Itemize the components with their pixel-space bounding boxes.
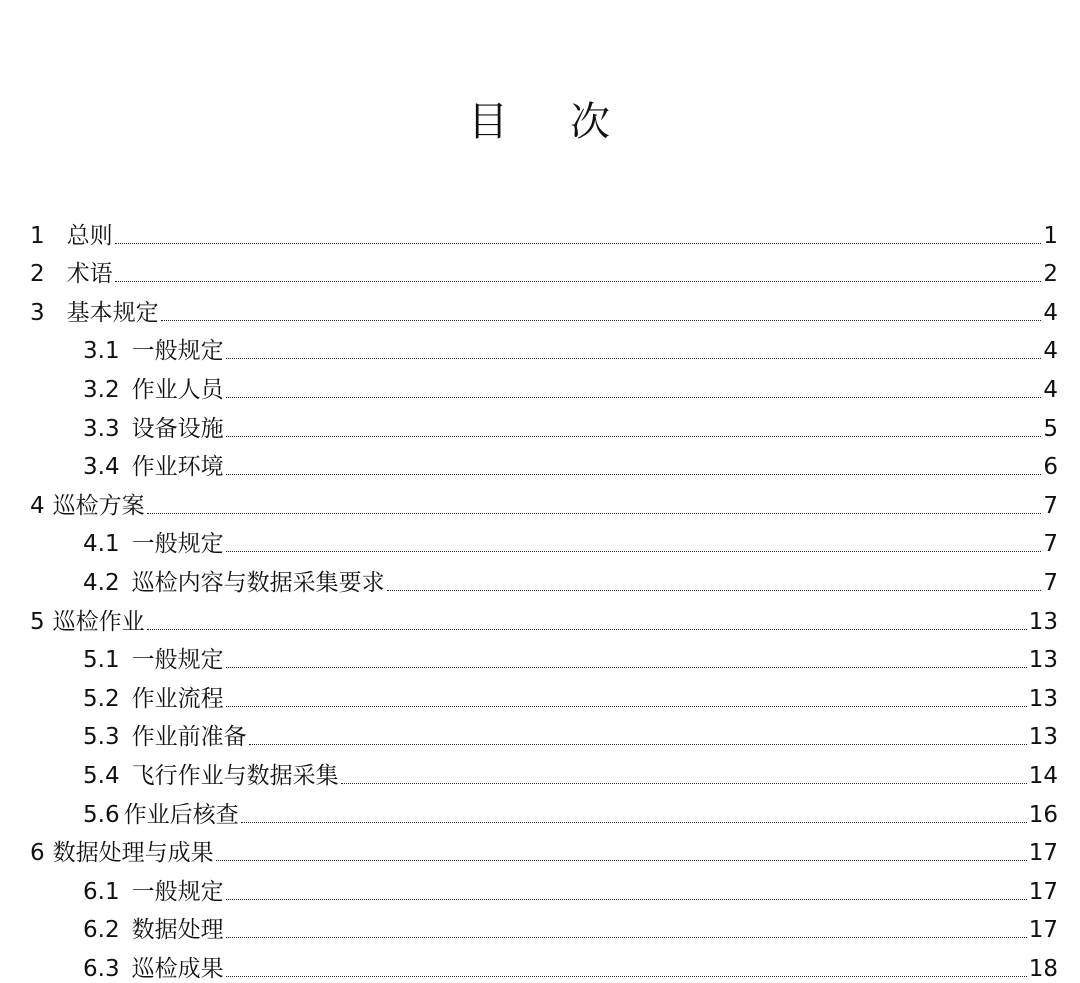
toc-label: 数据处理与成果 (52, 840, 214, 867)
toc-label: 作业前准备 (131, 724, 247, 751)
toc-label: 飞行作业与数据采集 (131, 762, 339, 789)
toc-label: 巡检方案 (52, 492, 145, 519)
toc-page-number: 7 (1043, 492, 1058, 519)
toc-number: 2 (30, 261, 45, 288)
toc-number: 3.3 (83, 415, 120, 442)
toc-label: 作业后核查 (123, 801, 239, 828)
toc-page-number: 2 (1043, 261, 1058, 288)
dot-leader (226, 936, 1027, 938)
dot-leader (226, 435, 1042, 437)
toc-label: 总则 (66, 222, 113, 249)
toc-label: 设备设施 (131, 415, 224, 442)
dot-leader (387, 589, 1042, 591)
table-of-contents (30, 211, 1058, 983)
toc-number: 6 (30, 840, 45, 867)
toc-number: 5.6 (83, 801, 120, 828)
toc-page-number: 7 (1043, 531, 1058, 558)
toc-label: 作业流程 (131, 685, 224, 712)
toc-number: 3.2 (83, 376, 120, 403)
toc-number: 4.1 (83, 531, 120, 558)
toc-number: 1 (30, 222, 45, 249)
toc-entry-3-4[interactable] (30, 443, 1058, 482)
toc-label: 基本规定 (66, 299, 159, 326)
toc-entry-5[interactable] (30, 597, 1058, 636)
dot-leader (226, 705, 1027, 707)
toc-label: 一般规定 (131, 338, 224, 365)
toc-number: 5 (30, 608, 45, 635)
toc-page-number: 18 (1028, 955, 1058, 982)
dot-leader (216, 859, 1027, 861)
toc-page-number: 1 (1043, 222, 1058, 249)
toc-page-number: 17 (1028, 917, 1058, 944)
toc-entry-5-1[interactable] (30, 636, 1058, 675)
toc-number: 6.3 (83, 955, 120, 982)
toc-entry-2[interactable] (30, 250, 1058, 289)
toc-page-number: 4 (1043, 376, 1058, 403)
toc-label: 巡检内容与数据采集要求 (131, 569, 385, 596)
toc-label: 数据处理 (131, 917, 224, 944)
toc-page-number: 13 (1028, 724, 1058, 751)
toc-entry-6[interactable] (30, 829, 1058, 868)
dot-leader (226, 898, 1027, 900)
toc-label: 术语 (66, 261, 113, 288)
toc-page-number: 4 (1043, 338, 1058, 365)
toc-entry-5-4[interactable] (30, 751, 1058, 790)
toc-entry-6-2[interactable] (30, 906, 1058, 945)
page-title (0, 97, 1080, 147)
toc-entry-4-1[interactable] (30, 520, 1058, 559)
toc-page-number: 13 (1028, 685, 1058, 712)
toc-label: 作业环境 (131, 454, 224, 481)
toc-entry-5-2[interactable] (30, 674, 1058, 713)
toc-page-number: 17 (1028, 840, 1058, 867)
toc-page-number: 5 (1043, 415, 1058, 442)
dot-leader (147, 512, 1042, 514)
toc-number: 5.1 (83, 647, 120, 674)
toc-entry-1[interactable] (30, 211, 1058, 250)
toc-label: 巡检作业 (52, 608, 145, 635)
dot-leader (115, 280, 1042, 282)
toc-label: 一般规定 (131, 647, 224, 674)
dot-leader (147, 628, 1027, 630)
dot-leader (226, 666, 1027, 668)
toc-entry-4-2[interactable] (30, 558, 1058, 597)
toc-entry-3-2[interactable] (30, 365, 1058, 404)
toc-number: 6.2 (83, 917, 120, 944)
toc-page-number: 13 (1028, 647, 1058, 674)
toc-label: 一般规定 (131, 878, 224, 905)
title-char-2: 次 (570, 98, 612, 145)
toc-page-number: 4 (1043, 299, 1058, 326)
toc-number: 3.4 (83, 454, 120, 481)
toc-number: 3.1 (83, 338, 120, 365)
toc-label: 一般规定 (131, 531, 224, 558)
toc-entry-5-3[interactable] (30, 713, 1058, 752)
toc-number: 5.2 (83, 685, 120, 712)
toc-number: 5.4 (83, 762, 120, 789)
toc-entry-5-6[interactable] (30, 790, 1058, 829)
dot-leader (226, 975, 1027, 977)
toc-page-number: 14 (1028, 762, 1058, 789)
toc-label: 作业人员 (131, 376, 224, 403)
dot-leader (241, 821, 1027, 823)
toc-page-number: 16 (1028, 801, 1058, 828)
toc-number: 6.1 (83, 878, 120, 905)
toc-number: 3 (30, 299, 45, 326)
toc-page-number: 13 (1028, 608, 1058, 635)
dot-leader (249, 743, 1027, 745)
toc-entry-3[interactable] (30, 288, 1058, 327)
dot-leader (115, 242, 1042, 244)
toc-page-number: 17 (1028, 878, 1058, 905)
toc-number: 4 (30, 492, 45, 519)
toc-number: 5.3 (83, 724, 120, 751)
toc-entry-3-1[interactable] (30, 327, 1058, 366)
toc-entry-4[interactable] (30, 481, 1058, 520)
dot-leader (161, 319, 1042, 321)
dot-leader (226, 550, 1042, 552)
toc-entry-6-1[interactable] (30, 867, 1058, 906)
toc-page-number: 7 (1043, 569, 1058, 596)
toc-page-number: 6 (1043, 454, 1058, 481)
toc-entry-6-3[interactable] (30, 944, 1058, 983)
dot-leader (226, 473, 1042, 475)
toc-entry-3-3[interactable] (30, 404, 1058, 443)
toc-label: 巡检成果 (131, 955, 224, 982)
toc-number: 4.2 (83, 569, 120, 596)
dot-leader (226, 396, 1042, 398)
dot-leader (341, 782, 1027, 784)
title-char-1: 目 (468, 98, 510, 145)
dot-leader (226, 357, 1042, 359)
